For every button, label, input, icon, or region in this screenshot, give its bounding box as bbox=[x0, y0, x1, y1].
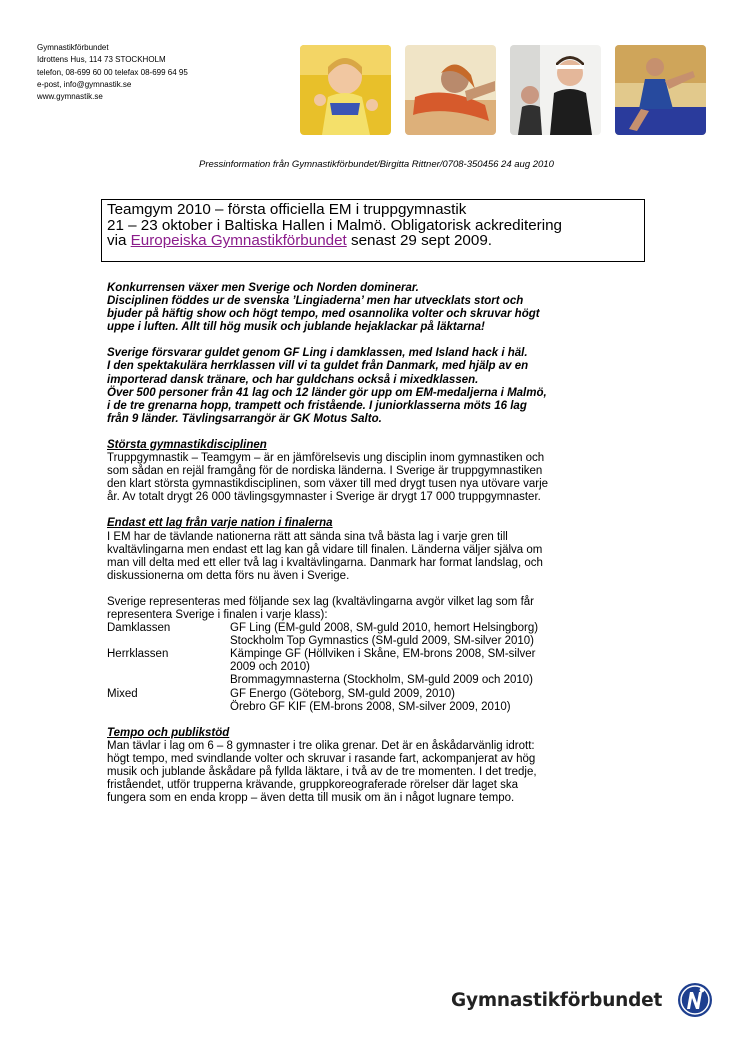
address-line: Gymnastikförbundet bbox=[37, 43, 109, 52]
paragraph-line: Truppgymnastik – Teamgym – är en jämförelsevis ung disciplin inom gymnastiken och bbox=[107, 452, 545, 465]
table-row bbox=[107, 648, 538, 661]
section-heading: Tempo och publikstöd bbox=[107, 726, 230, 739]
teams-intro bbox=[107, 596, 647, 622]
section-tempo-audience bbox=[107, 727, 647, 806]
intro-line: bjuder på häftig show och högt tempo, med osannolika volter och skruvar högt bbox=[107, 308, 540, 321]
class-cell bbox=[107, 635, 230, 648]
table-row bbox=[107, 622, 538, 635]
address-line: e-post, info@gymnastik.se bbox=[37, 79, 132, 89]
title-line-3-suffix: senast 29 sept 2009. bbox=[346, 232, 492, 250]
paragraph-line: I EM har de tävlande nationerna rätt att sända sina två bästa lag i varje gren till bbox=[107, 530, 508, 543]
team-cell: GF Energo (Göteborg, SM-guld 2009, 2010) bbox=[230, 687, 456, 700]
class-cell: Herrklassen bbox=[107, 648, 169, 661]
title-line-3-prefix: via bbox=[107, 232, 131, 250]
title-box bbox=[101, 199, 645, 262]
table-row bbox=[107, 688, 538, 701]
intro-line: Sverige försvarar guldet genom GF Ling i damklassen, med Island hack i häl. bbox=[107, 347, 528, 360]
paragraph-line: diskussionerna om detta förs nu även i Sverige. bbox=[107, 569, 350, 582]
section-one-team-per-nation bbox=[107, 517, 647, 582]
paragraph-line: år. Av totalt drygt 26 000 tävlingsgymnaster i Sverige är drygt 17 000 truppgymnaster. bbox=[107, 491, 541, 504]
table-row bbox=[107, 661, 538, 674]
intro-line: I den spektakulära herrklassen vill vi ta guldet från Danmark, med hjälp av en bbox=[107, 360, 529, 373]
child-gymnast-photo bbox=[300, 45, 391, 135]
press-info-line: Pressinformation från Gymnastikförbundet/Birgitta Rittner/0708-350456 24 aug 2010 bbox=[199, 159, 554, 170]
title-line-1: Teamgym 2010 – första officiella EM i truppgymnastik bbox=[107, 201, 467, 218]
paragraph-line: fungera som en enda kropp – även detta till musik om än i något lugnare tempo. bbox=[107, 792, 515, 805]
team-cell: Stockholm Top Gymnastics (SM-guld 2009, SM-silver 2010) bbox=[230, 635, 535, 648]
intro-line: importerad dansk tränare, och har guldchans också i mixedklassen. bbox=[107, 373, 479, 386]
team-cell: Örebro GF KIF (EM-brons 2008, SM-silver 2009, 2010) bbox=[230, 700, 511, 713]
paragraph-line: man vill delta med ett eller två lag i kvaltävlingarna. Danmark har format landslag, och bbox=[107, 556, 543, 569]
paragraph-line: Man tävlar i lag om 6 – 8 gymnaster i tre olika grenar. Det är en åskådarvänlig idrott: bbox=[107, 739, 535, 752]
team-cell: Kämpinge GF (Höllviken i Skåne, EM-brons 2008, SM-silver bbox=[230, 648, 536, 661]
paragraph-line: Sverige representeras med följande sex lag (kvaltävlingarna avgör vilket lag som får bbox=[107, 595, 534, 608]
paragraph-line: kvaltävlingarna men endast ett lag kan gå vidare till finalen. Länderna väljer själva om bbox=[107, 543, 543, 556]
gymnast-on-mat-photo bbox=[615, 45, 706, 135]
section-heading: Största gymnastikdisciplinen bbox=[107, 438, 267, 451]
intro-line: Konkurrensen växer men Sverige och Norden dominerar. bbox=[107, 282, 419, 294]
intro-line: uppe i luften. Allt till hög musik och jublande hejaklackar på läktarna! bbox=[107, 321, 485, 334]
article-body bbox=[107, 282, 647, 818]
class-cell bbox=[107, 661, 230, 674]
swedish-teams-table bbox=[107, 622, 538, 714]
title-line-3 bbox=[107, 233, 644, 249]
aerobics-instructor-photo bbox=[510, 45, 601, 135]
table-row bbox=[107, 701, 538, 714]
section-heading: Endast ett lag från varje nation i finalerna bbox=[107, 517, 333, 530]
european-gymnastics-link[interactable]: Europeiska Gymnastikförbundet bbox=[130, 232, 347, 250]
address-line: www.gymnastik.se bbox=[37, 92, 103, 102]
intro-line: i de tre grenarna hopp, trampett och fristående. I juniorklasserna möts 16 lag bbox=[107, 399, 527, 412]
footer-logo-text: Gymnastikförbundet bbox=[451, 990, 663, 1011]
address-line: Idrottens Hus, 114 73 STOCKHOLM bbox=[37, 55, 166, 65]
paragraph-line: som sådan en rejäl framgång för de nordiska länderna. I Sverige är truppgymnastiken bbox=[107, 465, 543, 478]
gymnastics-federation-logo-icon bbox=[677, 982, 713, 1018]
table-row bbox=[107, 674, 538, 687]
table-row bbox=[107, 635, 538, 648]
woman-stretching-photo bbox=[405, 45, 496, 135]
class-cell bbox=[107, 674, 230, 687]
class-cell: Damklassen bbox=[107, 622, 171, 635]
address-line: telefon, 08-699 60 00 telefax 08-699 64 95 bbox=[37, 67, 188, 77]
section-largest-discipline bbox=[107, 439, 647, 504]
paragraph-line: högt tempo, med svindlande volter och skruvar i rasande fart, ackompanjerat av hög bbox=[107, 752, 536, 765]
team-cell: GF Ling (EM-guld 2008, SM-guld 2010, hemort Helsingborg) bbox=[230, 622, 539, 635]
title-line-2: 21 – 23 oktober i Baltiska Hallen i Malmö. Obligatorisk ackreditering bbox=[107, 216, 562, 234]
intro-paragraph-2 bbox=[107, 347, 647, 426]
intro-line: Över 500 personer från 41 lag och 12 länder gör upp om EM-medaljerna i Malmö, bbox=[107, 386, 547, 399]
intro-paragraph-1 bbox=[107, 282, 647, 334]
paragraph-line: musik och jublande åskådare på fyllda läktare, i två av de tre momenten. I det tredje, bbox=[107, 766, 537, 778]
intro-line: Disciplinen föddes ur de svenska ’Lingiaderna’ men har utvecklats stort och bbox=[107, 295, 524, 308]
team-cell: Brommagymnasterna (Stockholm, SM-guld 2009 och 2010) bbox=[230, 674, 533, 687]
intro-line: från 9 länder. Tävlingsarrangör är GK Motus Salto. bbox=[107, 412, 382, 425]
team-cell: 2009 och 2010) bbox=[230, 661, 310, 674]
class-cell bbox=[107, 701, 230, 714]
paragraph-line: friståendet, utför trupperna krävande, gruppkoreograferade rörelser där laget ska bbox=[107, 779, 519, 792]
address-block bbox=[37, 42, 188, 103]
class-cell: Mixed bbox=[107, 687, 138, 700]
paragraph-line: den klart största gymnastikdisciplinen, som växer till med drygt tusen nya utövare varje bbox=[107, 478, 549, 491]
paragraph-line: representera Sverige i finalen i varje klass): bbox=[107, 608, 328, 621]
